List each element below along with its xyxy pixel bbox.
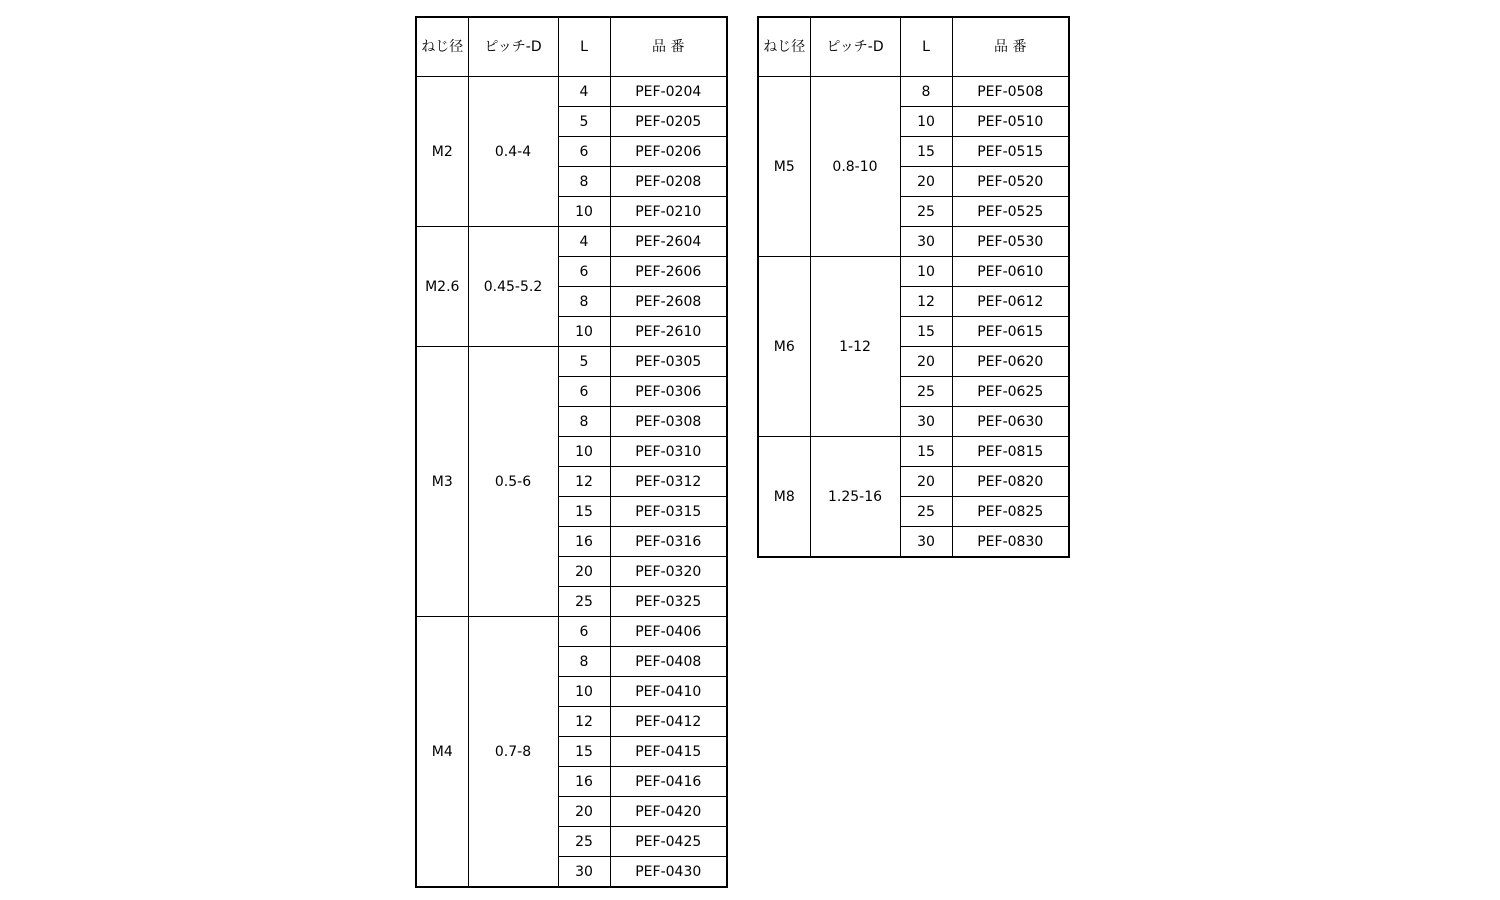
table-row — [758, 77, 1069, 107]
part-number-cell: PEF-0305 — [610, 347, 727, 377]
length-cell: 25 — [900, 497, 952, 527]
part-number-cell: PEF-0425 — [610, 827, 727, 857]
length-cell: 30 — [558, 857, 610, 888]
header-thread-diameter: ねじ径 — [416, 17, 468, 77]
pitch-cell: 0.4-4 — [468, 77, 558, 227]
part-number-cell: PEF-0610 — [952, 257, 1069, 287]
part-number-cell: PEF-0510 — [952, 107, 1069, 137]
part-number-cell: PEF-0515 — [952, 137, 1069, 167]
length-cell: 6 — [558, 377, 610, 407]
length-cell: 25 — [900, 197, 952, 227]
part-number-cell: PEF-2610 — [610, 317, 727, 347]
length-cell: 15 — [900, 317, 952, 347]
part-number-cell: PEF-0625 — [952, 377, 1069, 407]
part-number-cell: PEF-0412 — [610, 707, 727, 737]
length-cell: 20 — [558, 557, 610, 587]
length-cell: 5 — [558, 107, 610, 137]
length-cell: 12 — [900, 287, 952, 317]
length-cell: 4 — [558, 77, 610, 107]
spec-table-right — [757, 16, 1070, 558]
table-body — [416, 77, 727, 888]
part-number-cell: PEF-0306 — [610, 377, 727, 407]
part-number-cell: PEF-0416 — [610, 767, 727, 797]
header-row — [758, 17, 1069, 77]
part-number-cell: PEF-0830 — [952, 527, 1069, 558]
thread-diameter-cell: M2 — [416, 77, 468, 227]
part-number-cell: PEF-0312 — [610, 467, 727, 497]
length-cell: 8 — [558, 287, 610, 317]
length-cell: 20 — [558, 797, 610, 827]
length-cell: 25 — [558, 587, 610, 617]
length-cell: 30 — [900, 227, 952, 257]
pitch-cell: 0.45-5.2 — [468, 227, 558, 347]
length-cell: 15 — [558, 497, 610, 527]
header-thread-diameter: ねじ径 — [758, 17, 810, 77]
length-cell: 6 — [558, 617, 610, 647]
part-number-cell: PEF-0406 — [610, 617, 727, 647]
table-body — [758, 77, 1069, 558]
length-cell: 20 — [900, 467, 952, 497]
length-cell: 6 — [558, 257, 610, 287]
part-number-cell: PEF-0204 — [610, 77, 727, 107]
length-cell: 20 — [900, 167, 952, 197]
part-number-cell: PEF-0415 — [610, 737, 727, 767]
length-cell: 10 — [558, 437, 610, 467]
part-number-cell: PEF-0408 — [610, 647, 727, 677]
pitch-cell: 0.7-8 — [468, 617, 558, 888]
part-number-cell: PEF-0310 — [610, 437, 727, 467]
part-number-cell: PEF-0820 — [952, 467, 1069, 497]
part-number-cell: PEF-0430 — [610, 857, 727, 888]
length-cell: 8 — [558, 407, 610, 437]
thread-diameter-cell: M6 — [758, 257, 810, 437]
part-number-cell: PEF-0620 — [952, 347, 1069, 377]
length-cell: 15 — [900, 437, 952, 467]
table-row — [758, 257, 1069, 287]
header-length: L — [558, 17, 610, 77]
part-number-cell: PEF-0320 — [610, 557, 727, 587]
part-number-cell: PEF-2608 — [610, 287, 727, 317]
part-number-cell: PEF-0508 — [952, 77, 1069, 107]
length-cell: 6 — [558, 137, 610, 167]
length-cell: 10 — [558, 197, 610, 227]
table-row — [758, 437, 1069, 467]
part-number-cell: PEF-2606 — [610, 257, 727, 287]
length-cell: 16 — [558, 767, 610, 797]
part-number-cell: PEF-0615 — [952, 317, 1069, 347]
pitch-cell: 0.5-6 — [468, 347, 558, 617]
header-pitch: ピッチ-D — [468, 17, 558, 77]
length-cell: 10 — [900, 107, 952, 137]
length-cell: 30 — [900, 407, 952, 437]
part-number-cell: PEF-0420 — [610, 797, 727, 827]
length-cell: 15 — [558, 737, 610, 767]
part-number-cell: PEF-0612 — [952, 287, 1069, 317]
header-part-number: 品 番 — [610, 17, 727, 77]
part-number-cell: PEF-0315 — [610, 497, 727, 527]
length-cell: 8 — [900, 77, 952, 107]
part-number-cell: PEF-0525 — [952, 197, 1069, 227]
length-cell: 8 — [558, 167, 610, 197]
header-row — [416, 17, 727, 77]
length-cell: 5 — [558, 347, 610, 377]
table-row — [416, 77, 727, 107]
header-pitch: ピッチ-D — [810, 17, 900, 77]
length-cell: 10 — [558, 677, 610, 707]
header-part-number: 品 番 — [952, 17, 1069, 77]
length-cell: 12 — [558, 467, 610, 497]
thread-diameter-cell: M3 — [416, 347, 468, 617]
length-cell: 4 — [558, 227, 610, 257]
length-cell: 10 — [900, 257, 952, 287]
part-number-cell: PEF-0325 — [610, 587, 727, 617]
part-number-cell: PEF-0815 — [952, 437, 1069, 467]
thread-diameter-cell: M2.6 — [416, 227, 468, 347]
table-row — [416, 347, 727, 377]
part-number-cell: PEF-0205 — [610, 107, 727, 137]
table-row — [416, 617, 727, 647]
pitch-cell: 1.25-16 — [810, 437, 900, 558]
part-number-cell: PEF-0825 — [952, 497, 1069, 527]
part-number-cell: PEF-2604 — [610, 227, 727, 257]
part-number-cell: PEF-0308 — [610, 407, 727, 437]
part-number-cell: PEF-0210 — [610, 197, 727, 227]
thread-diameter-cell: M4 — [416, 617, 468, 888]
part-number-cell: PEF-0530 — [952, 227, 1069, 257]
part-number-cell: PEF-0316 — [610, 527, 727, 557]
pitch-cell: 0.8-10 — [810, 77, 900, 257]
header-length: L — [900, 17, 952, 77]
part-number-cell: PEF-0410 — [610, 677, 727, 707]
length-cell: 15 — [900, 137, 952, 167]
length-cell: 12 — [558, 707, 610, 737]
length-cell: 8 — [558, 647, 610, 677]
part-number-cell: PEF-0208 — [610, 167, 727, 197]
thread-diameter-cell: M5 — [758, 77, 810, 257]
length-cell: 30 — [900, 527, 952, 558]
length-cell: 25 — [900, 377, 952, 407]
thread-diameter-cell: M8 — [758, 437, 810, 558]
part-number-cell: PEF-0206 — [610, 137, 727, 167]
part-number-cell: PEF-0520 — [952, 167, 1069, 197]
length-cell: 20 — [900, 347, 952, 377]
pitch-cell: 1-12 — [810, 257, 900, 437]
table-row — [416, 227, 727, 257]
length-cell: 10 — [558, 317, 610, 347]
part-number-cell: PEF-0630 — [952, 407, 1069, 437]
length-cell: 16 — [558, 527, 610, 557]
length-cell: 25 — [558, 827, 610, 857]
spec-table-left — [415, 16, 728, 888]
